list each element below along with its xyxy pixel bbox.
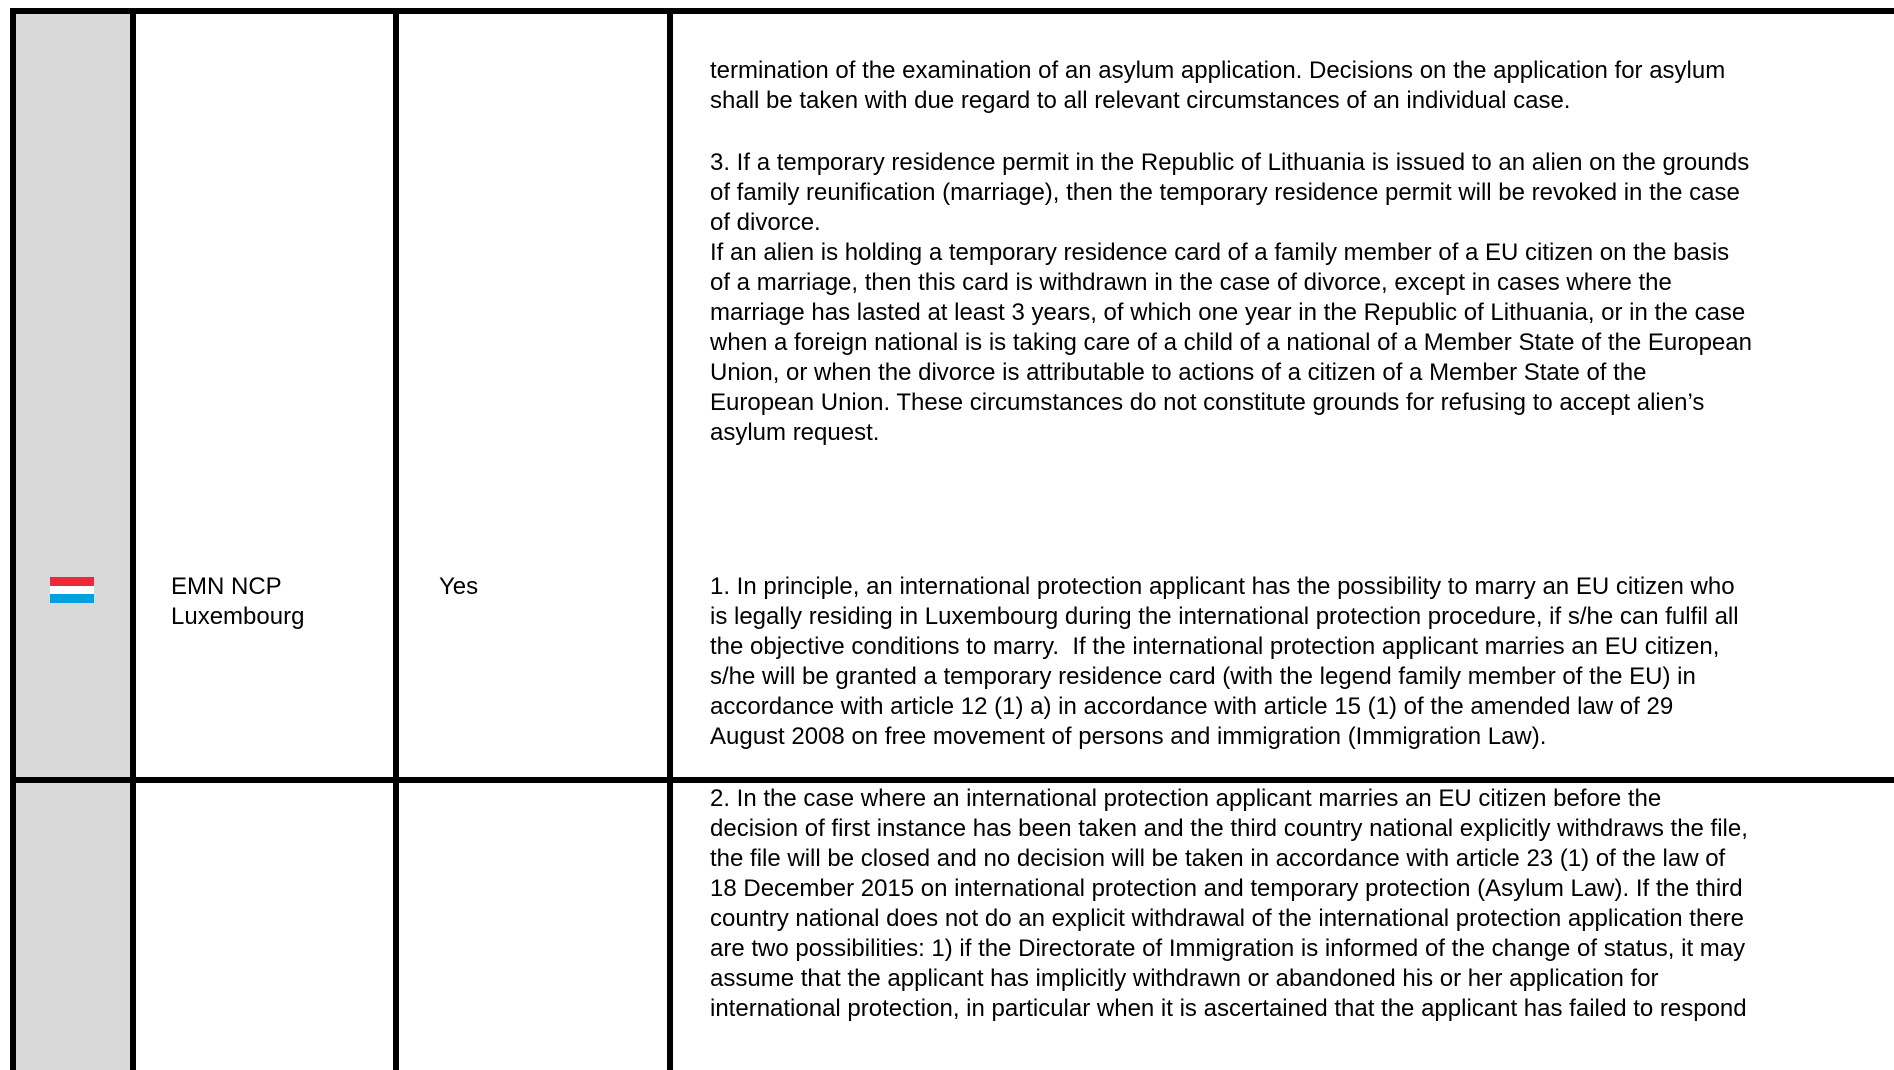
paragraph-line: 2. In the case where an international protection applicant marries an EU citizen before the — [710, 785, 1662, 812]
paragraph-line: when a foreign national is is taking care of a child of a national of a Member State of the European — [710, 329, 1752, 356]
paragraph-line: international protection, in particular when it is ascertained that the applicant has failed to respond — [710, 995, 1747, 1022]
paragraph-line: the file will be closed and no decision will be taken in accordance with article 23 (1) of the law of — [710, 845, 1726, 872]
paragraph-line: are two possibilities: 1) if the Directorate of Immigration is informed of the change of status, it may — [710, 935, 1746, 962]
paragraph-line: is legally residing in Luxembourg during the international protection procedure, if s/he can fulfil all — [710, 603, 1739, 630]
paragraph-line: of family reunification (marriage), then the temporary residence permit will be revoked in the case — [710, 179, 1740, 206]
table-left-border — [10, 8, 16, 1070]
paragraph-line: decision of first instance has been taken and the third country national explicitly withdraws the file, — [710, 815, 1748, 842]
row-top-border — [10, 8, 1894, 14]
answer-value: Yes — [439, 573, 479, 600]
paragraph-line: shall be taken with due regard to all relevant circumstances of an individual case. — [710, 87, 1571, 114]
paragraph-line: 1. In principle, an international protection applicant has the possibility to marry an EU citizen who — [710, 573, 1735, 600]
paragraph-line: European Union. These circumstances do not constitute grounds for refusing to accept alien’s — [710, 389, 1705, 416]
paragraph-line: August 2008 on free movement of persons and immigration (Immigration Law). — [710, 723, 1547, 750]
flag-blue-stripe — [50, 594, 94, 603]
paragraph-line: the objective conditions to marry. If the international protection applicant marries an EU citizen, — [710, 633, 1720, 660]
column-divider-2 — [393, 8, 399, 1070]
paragraph-line: asylum request. — [710, 419, 880, 446]
flag-white-stripe — [50, 586, 94, 595]
ncp-name-line-2: Luxembourg — [171, 603, 305, 630]
paragraph-line: 18 December 2015 on international protection and temporary protection (Asylum Law). If the third — [710, 875, 1743, 902]
paragraph-line: country national does not do an explicit withdrawal of the international protection application there — [710, 905, 1744, 932]
column-divider-1 — [130, 8, 136, 1070]
paragraph-line: termination of the examination of an asylum application. Decisions on the application for asylum — [710, 57, 1726, 84]
paragraph-line: of a marriage, then this card is withdrawn in the case of divorce, except in cases where the — [710, 269, 1672, 296]
paragraph-line: If an alien is holding a temporary residence card of a family member of a EU citizen on the basis — [710, 239, 1730, 266]
ncp-name-line-1: EMN NCP — [171, 573, 282, 600]
paragraph-line: of divorce. — [710, 209, 821, 236]
paragraph-line: s/he will be granted a temporary residence card (with the legend family member of the EU) in — [710, 663, 1696, 690]
paragraph-line: accordance with article 12 (1) a) in accordance with article 15 (1) of the amended law of 29 — [710, 693, 1674, 720]
paragraph-line: marriage has lasted at least 3 years, of which one year in the Republic of Lithuania, or in the case — [710, 299, 1746, 326]
paragraph-line: Union, or when the divorce is attributable to actions of a citizen of a Member State of the — [710, 359, 1647, 386]
paragraph-line: 3. If a temporary residence permit in the Republic of Lithuania is issued to an alien on the grounds — [710, 149, 1750, 176]
row-divider — [10, 777, 1894, 783]
flag-column — [10, 14, 130, 1070]
column-divider-3 — [667, 8, 673, 1070]
luxembourg-flag-icon — [50, 577, 94, 603]
paragraph-line: assume that the applicant has implicitly withdrawn or abandoned his or her application for — [710, 965, 1659, 992]
flag-red-stripe — [50, 577, 94, 586]
